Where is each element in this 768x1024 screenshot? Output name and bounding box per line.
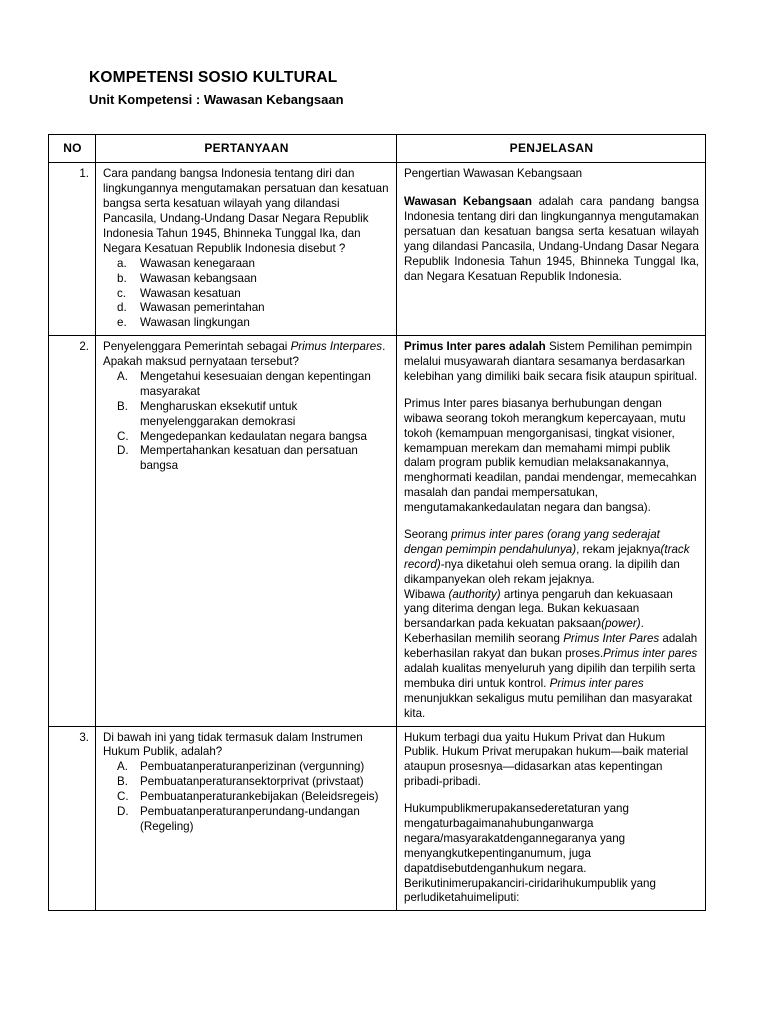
answer-paragraph: Hukumpublikmerupakansederetaturan yang mengaturbagaimanahubunganwarga negara/masyarakatdengannegaranya yang menyangkutkepentinganumum, juga dapatdisebutdenganhukum negara. Berikutinimerupakanciri-ciridarihukumpublik yang perludiketahuimeliputi: (404, 802, 656, 905)
option-label: Wawasan pemerintahan (140, 301, 265, 315)
list-item (103, 370, 390, 400)
answer-part: Keberhasilan memilih seorang (404, 632, 564, 646)
page-title: KOMPETENSI SOSIO KULTURAL (89, 69, 338, 86)
option-marker: A. (117, 760, 128, 774)
list-item (103, 790, 390, 805)
answer-part: . (640, 617, 644, 631)
answer-italic-term: Primus Inter Pares (563, 632, 660, 646)
table-row (49, 163, 706, 336)
page-subtitle: Unit Kompetensi : Wawasan Kebangsaan (89, 91, 344, 107)
list-item (103, 775, 390, 790)
answer-part: , rekam jejaknya (576, 542, 661, 556)
option-marker: a. (117, 256, 127, 270)
answer-heading: Pengertian Wawasan Kebangsaan (404, 167, 583, 181)
option-marker: D. (117, 805, 129, 819)
option-list (103, 257, 390, 331)
option-marker: b. (117, 271, 127, 285)
row-number: 3. (49, 726, 96, 911)
column-header-no: NO (49, 135, 96, 163)
answer-part: Wibawa (404, 587, 449, 601)
question-part: . Apakah maksud pernyataan tersebut? (103, 340, 386, 369)
list-item (103, 301, 390, 316)
list-item (103, 316, 390, 331)
answer-part: menunjukkan sekaligus mutu pemilihan dan masyarakat kita. (404, 691, 693, 720)
list-item (103, 430, 390, 445)
answer-part: -nya diketahui oleh semua orang. la dipilih dan dikampanyekan oleh rekam jejaknya. (404, 557, 680, 586)
list-item (103, 444, 390, 474)
option-list (103, 370, 390, 474)
answer-italic-term: (authority) (448, 587, 501, 601)
answer-part: artinya pengaruh dan kekuasaan yang diterima dengan lega. Bukan kekuasaan bersandarkan pada kekuatan paksaan (404, 587, 673, 631)
explanation-cell (397, 726, 706, 911)
list-item (103, 257, 390, 272)
document-header (89, 68, 344, 108)
answer-italic-term: (track record) (404, 542, 690, 571)
question-cell (96, 336, 397, 726)
answer-paragraph (404, 588, 699, 633)
answer-italic-term: Primus inter pares (549, 676, 644, 690)
question-cell (96, 163, 397, 336)
row-number: 1. (49, 163, 96, 336)
option-label: Mengetahui kesesuaian dengan kepentingan masyarakat (140, 369, 371, 398)
option-label: Wawasan kenegaraan (140, 256, 255, 270)
option-label: Wawasan lingkungan (140, 316, 250, 330)
competency-table (48, 134, 706, 911)
option-label: Wawasan kesatuan (140, 286, 241, 300)
answer-paragraph (404, 528, 699, 588)
option-marker: A. (117, 369, 128, 383)
explanation-cell (397, 163, 706, 336)
answer-part: Seorang (404, 528, 452, 541)
spacer (404, 516, 699, 528)
list-item (103, 272, 390, 287)
table-header-row (49, 135, 706, 163)
answer-part: adalah keberhasilan rakyat dan bukan proses. (404, 632, 698, 661)
row-number: 2. (49, 336, 96, 726)
option-marker: C. (117, 790, 129, 804)
answer-paragraph (404, 632, 699, 721)
answer-paragraph: Hukum terbagi dua yaitu Hukum Privat dan Hukum Publik. Hukum Privat merupakan hukum—baik material ataupun prosesnya—didasarkan atas kepentingan pribadi-pribadi. (404, 730, 689, 789)
option-label: Pembuatanperaturanperundang-undangan (Regeling) (140, 805, 360, 833)
answer-italic-term: Primus inter pares (603, 647, 698, 661)
column-header-penjelasan: PENJELASAN (397, 135, 706, 163)
option-marker: D. (117, 444, 129, 458)
list-item (103, 287, 390, 302)
answer-paragraph (404, 340, 699, 385)
answer-body: adalah cara pandang bangsa Indonesia tentang diri dan lingkungannya mengutamakan persatuan dan kesatuan bangsa serta kesatuan wilayah yang dilandasi Pancasila, Undang-Undang Dasar Negara Republik Indonesia Tahun 1945, Bhinneka Tunggal Ika, dan Negara Kesatuan Republik Indonesia. (404, 195, 699, 283)
question-text: Di bawah ini yang tidak termasuk dalam Instrumen Hukum Publik, adalah? (103, 730, 363, 759)
option-label: Pembuatanperaturanperizinan (vergunning) (140, 760, 365, 774)
question-text (103, 340, 390, 370)
answer-italic-term: (power) (601, 617, 641, 631)
option-marker: B. (117, 775, 128, 789)
answer-paragraph: Primus Inter pares biasanya berhubungan dengan wibawa seorang tokoh merangkum kepercayaan, mutu tokoh (kemampuan mengorganisasi, tingkat visioner, kemampuan merekam dan memahami mimpi publik dalam program publik kemudian melaksanakannya, menghormati keadilan, pandai mendengar, memecahkan masalah dan pandai mempersatukan, mengutamakankedaulatan negara dan bangsa). (404, 396, 697, 515)
table-row (49, 726, 706, 911)
option-marker: d. (117, 301, 127, 315)
answer-lead-bold: Wawasan Kebangsaan (404, 195, 532, 209)
option-label: Pembuatanperaturansektorprivat (privstaat) (140, 775, 364, 789)
spacer (404, 385, 699, 397)
answer-italic-term: primus inter pares (orang yang sederajat dengan pemimpin pendahulunya) (404, 528, 660, 556)
list-item (103, 805, 390, 835)
list-item (103, 760, 390, 775)
option-marker: C. (117, 429, 129, 443)
question-text: Cara pandang bangsa Indonesia tentang diri dan lingkungannya mengutamakan persatuan dan kesatuan bangsa serta kesatuan wilayah yang dilandasi Pancasila, Undang-Undang Dasar Negara Republik Indonesia Tahun 1945, Bhinneka Tunggal Ika, dan Negara Kesatuan Republik Indonesia disebut ? (103, 167, 389, 255)
option-marker: e. (117, 316, 127, 330)
answer-part: adalah kualitas menyeluruh yang dipilih dan terpilih serta membuka diri untuk kontrol. (404, 662, 696, 690)
list-item (103, 400, 390, 430)
spacer (404, 790, 699, 802)
option-label: Wawasan kebangsaan (140, 271, 257, 285)
option-label: Mengharuskan eksekutif untuk menyelenggarakan demokrasi (140, 399, 298, 428)
answer-lead-bold: Primus Inter pares adalah (404, 340, 546, 354)
option-marker: c. (117, 286, 127, 300)
column-header-pertanyaan: PERTANYAAN (96, 135, 397, 163)
question-cell (96, 726, 397, 911)
table-row (49, 336, 706, 726)
option-label: Pembuatanperaturankebijakan (Beleidsregeis) (140, 790, 379, 804)
answer-body: Sistem Pemilihan pemimpin melalui musyawarah diantara sesamanya berdasarkan kelebihan yang dimiliki baik secara fisik ataupun spiritual. (404, 340, 698, 383)
option-label: Mengedepankan kedaulatan negara bangsa (140, 429, 367, 443)
option-marker: B. (117, 399, 128, 413)
option-label: Mempertahankan kesatuan dan persatuan bangsa (140, 444, 358, 473)
spacer (404, 182, 699, 195)
question-part: Penyelenggara Pemerintah sebagai (103, 340, 291, 354)
explanation-cell (397, 336, 706, 726)
answer-paragraph (404, 195, 699, 284)
option-list (103, 760, 390, 834)
question-italic-term: Primus Interpares (290, 340, 383, 354)
